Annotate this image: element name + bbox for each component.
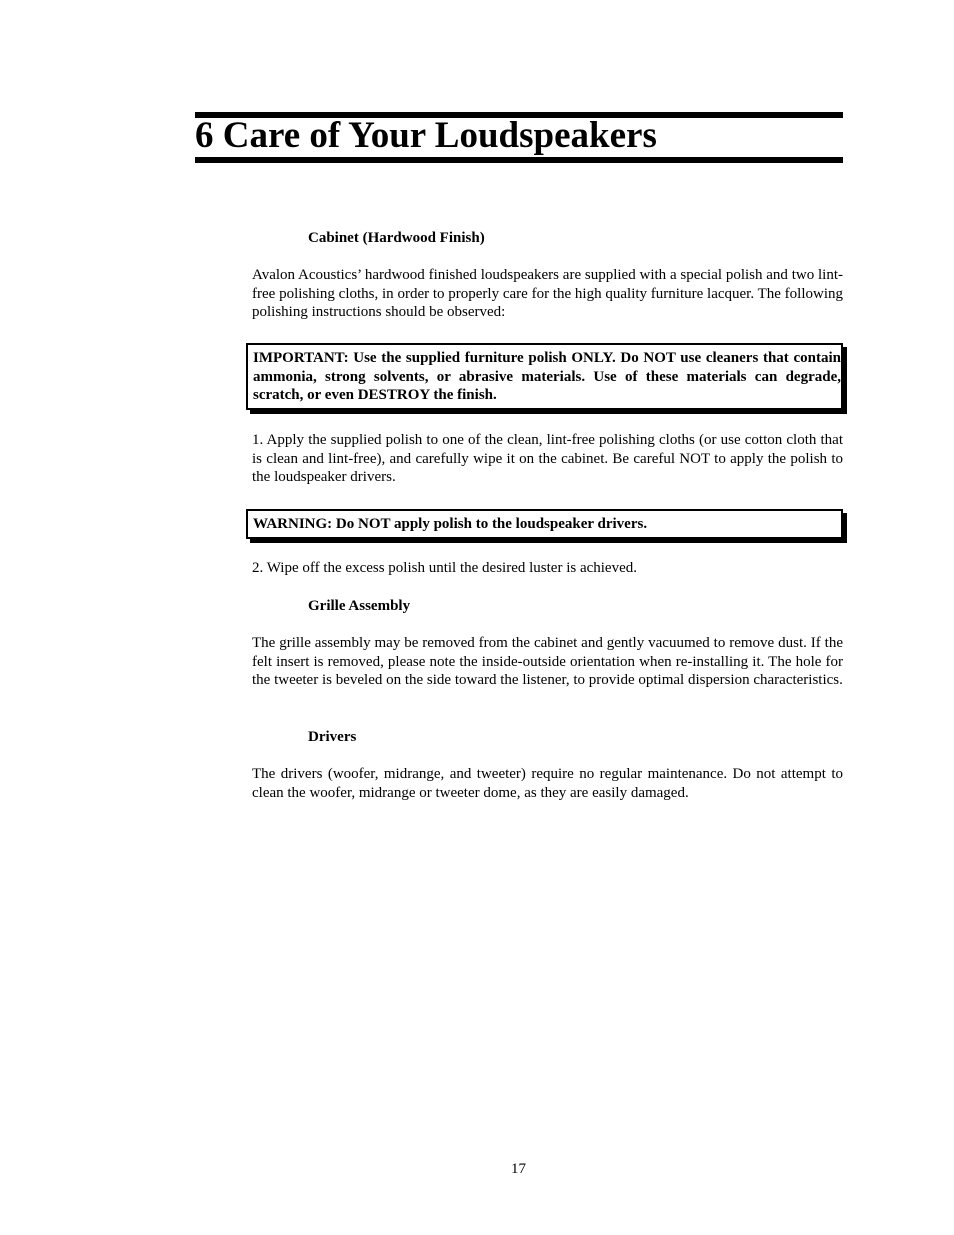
- warning-notice-box: [246, 509, 843, 539]
- chapter-title: 6 Care of Your Loudspeakers: [195, 115, 657, 156]
- drivers-heading: Drivers: [308, 729, 357, 745]
- polish-step-2: 2. Wipe off the excess polish until the desired luster is achieved.: [252, 560, 637, 576]
- important-notice-text: IMPORTANT: Use the supplied furniture polish ONLY. Do NOT use cleaners that contain ammonia, strong solvents, or abrasive materials. Use of these materials can degrade, scratch, or even DESTROY the finish.: [253, 350, 841, 404]
- important-notice-box: [246, 343, 843, 410]
- cabinet-heading: Cabinet (Hardwood Finish): [308, 230, 485, 246]
- warning-notice-text: WARNING: Do NOT apply polish to the loudspeaker drivers.: [253, 516, 648, 532]
- grille-heading: Grille Assembly: [308, 598, 411, 614]
- grille-paragraph: The grille assembly may be removed from the cabinet and gently vacuumed to remove dust. If the felt insert is removed, please note the inside-outside orientation when re-installing it. The hole for the tweeter is beveled on the side toward the listener, to provide optimal dispersion characteristics.: [252, 635, 843, 689]
- page-number: 17: [511, 1161, 526, 1177]
- drivers-paragraph: The drivers (woofer, midrange, and tweeter) require no regular maintenance. Do not attempt to clean the woofer, midrange or tweeter dome, as they are easily damaged.: [252, 766, 843, 801]
- cabinet-intro-paragraph: Avalon Acoustics’ hardwood finished loudspeakers are supplied with a special polish and two lint-free polishing cloths, in order to properly care for the high quality furniture lacquer. The following polishing instructions should be observed:: [252, 267, 843, 321]
- chapter-rule-bottom: [195, 157, 843, 163]
- polish-step-1: 1. Apply the supplied polish to one of the clean, lint-free polishing cloths (or use cotton cloth that is clean and lint-free), and carefully wipe it on the cabinet. Be careful NOT to apply the polish to the loudspeaker drivers.: [252, 432, 843, 486]
